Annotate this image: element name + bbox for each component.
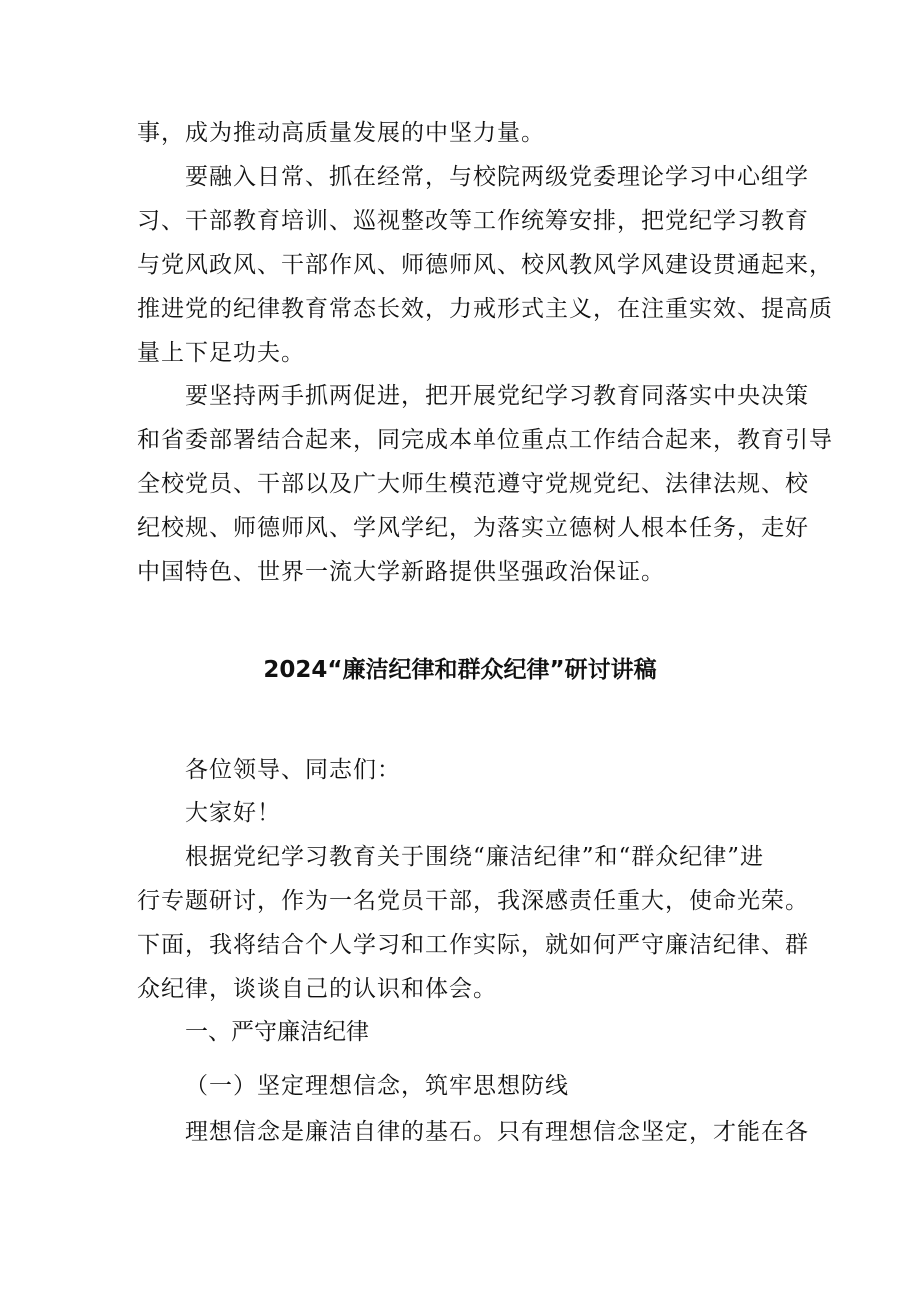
text-line: 理想信念是廉洁自律的基石。只有理想信念坚定，才能在各 — [185, 1119, 809, 1145]
text-line: 根据党纪学习教育关于围绕“廉洁纪律”和“群众纪律”进 — [185, 844, 765, 870]
text-line: 推进党的纪律教育常态长效，力戒形式主义，在注重实效、提高质 — [137, 296, 833, 322]
text-line: 众纪律，谈谈自己的认识和体会。 — [137, 976, 497, 1002]
text-line: 与党风政风、干部作风、师德师风、校风教风学风建设贯通起来， — [137, 252, 833, 278]
text-line: 全校党员、干部以及广大师生模范遵守党规党纪、法律法规、校 — [137, 471, 809, 497]
text-line: 要融入日常、抓在经常，与校院两级党委理论学习中心组学 — [185, 164, 809, 190]
salutation: 各位领导、同志们： — [185, 757, 401, 783]
text-line: 事，成为推动高质量发展的中坚力量。 — [137, 120, 545, 146]
text-line: 量上下足功夫。 — [137, 340, 305, 366]
text-line: 纪校规、师德师风、学风学纪，为落实立德树人根本任务，走好 — [137, 515, 809, 541]
text-line: 下面，我将结合个人学习和工作实际，就如何严守廉洁纪律、群 — [137, 932, 809, 958]
section-heading: 一、严守廉洁纪律 — [185, 1019, 369, 1045]
greeting: 大家好！ — [185, 800, 281, 826]
text-line: 中国特色、世界一流大学新路提供坚强政治保证。 — [137, 559, 665, 585]
text-line: 习、干部教育培训、巡视整改等工作统筹安排，把党纪学习教育 — [137, 208, 809, 234]
text-line: 行专题研讨，作为一名党员干部，我深感责任重大，使命光荣。 — [137, 888, 809, 914]
page-title: 2024“廉洁纪律和群众纪律”研讨讲稿 — [263, 657, 657, 683]
text-line: 和省委部署结合起来，同完成本单位重点工作结合起来，教育引导 — [137, 427, 833, 453]
text-line: 要坚持两手抓两促进，把开展党纪学习教育同落实中央决策 — [185, 383, 809, 409]
subsection-heading: （一）坚定理想信念，筑牢思想防线 — [185, 1073, 569, 1099]
